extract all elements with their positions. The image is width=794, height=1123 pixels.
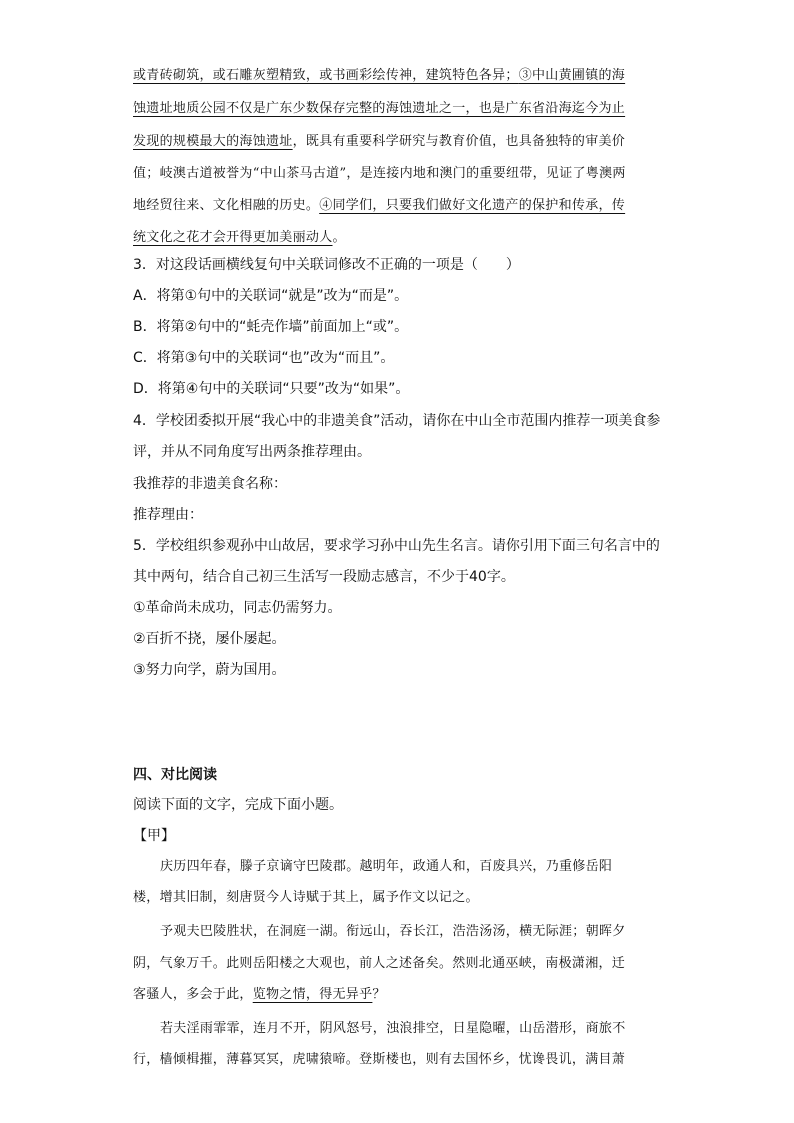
classical-p3-line-2: 行，樯倾楫摧，薄暮冥冥，虎啸猿啼。登斯楼也，则有去国怀乡，忧谗畏讥，满目萧 [133,1052,626,1067]
classical-p1-line-2: 楼，增其旧制，刻唐贤今人诗赋于其上，属予作文以记之。 [133,890,479,905]
food-name-label: 我推荐的非遗美食名称： [133,476,287,492]
q3-option-a: A．将第①句中的关联词“就是”改为“而是”。 [133,288,409,304]
label-jia: 【甲】 [133,828,175,844]
question-4-line-2: 评，并从不同角度写出两条推荐理由。 [133,444,371,460]
q3-option-d: D．将第④句中的关联词“只要”改为“如果”。 [133,381,410,397]
passage-line-3: 发现的规模最大的海蚀遗址，既具有重要科学研究与教育价值，也具备独特的审美价 [133,134,626,149]
question-3-stem: 3．对这段话画横线复句中关联词修改不正确的一项是（ ） [133,257,520,273]
passage-line-6: 统文化之花才会开得更加美丽动人。 [133,230,346,245]
classical-p1-line-1: 庆历四年春，滕子京谪守巴陵郡。越明年，政通人和，百废具兴，乃重修岳阳 [160,859,613,874]
quote-1: ①革命尚未成功，同志仍需努力。 [133,600,342,616]
passage-line-1: 或青砖砌筑，或石雕灰塑精致，或书画彩绘传神，建筑特色各异；③中山黄圃镇的海 [133,68,626,83]
quote-2: ②百折不挠，屡仆屡起。 [133,631,286,647]
classical-p2-line-1: 予观夫巴陵胜状，在洞庭一湖。衔远山，吞长江，浩浩汤汤，横无际涯；朝晖夕 [160,924,626,939]
classical-p2-line-2: 阴，气象万千。此则岳阳楼之大观也，前人之述备矣。然则北通巫峡，南极潇湘，迁 [133,956,626,971]
quote-3: ③努力向学，蔚为国用。 [133,662,286,678]
passage-line-5: 地经贸往来、文化相融的历史。④同学们，只要我们做好文化遗产的保护和传承，传 [133,198,626,213]
question-4-line-1: 4．学校团委拟开展“我心中的非遗美食”活动，请你在中山全市范围内推荐一项美食参 [133,413,661,429]
passage-line-2: 蚀遗址地质公园不仅是广东少数保存完整的海蚀遗址之一，也是广东省沿海迄今为止 [133,101,626,116]
q3-option-b: B．将第②句中的“蚝壳作墙”前面加上“或”。 [133,319,409,335]
question-5-line-2: 其中两句，结合自己初三生活写一段励志感言，不少于40字。 [133,569,515,585]
section-instruction: 阅读下面的文字，完成下面小题。 [133,797,343,813]
q3-option-c: C．将第③句中的关联词“也”改为“而且”。 [133,350,395,366]
question-5-line-1: 5．学校组织参观孙中山故居，要求学习孙中山先生名言。请你引用下面三句名言中的 [133,538,660,554]
classical-p3-line-1: 若夫淫雨霏霏，连月不开，阴风怒号，浊浪排空，日星隐曜，山岳潜形，商旅不 [160,1021,626,1036]
section-heading: 四、对比阅读 [133,767,217,783]
classical-p2-line-3: 客骚人，多会于此，览物之情，得无异乎？ [133,987,386,1002]
passage-line-4: 值；岐澳古道被誉为“中山茶马古道”，是连接内地和澳门的重要纽带，见证了粤澳两 [133,166,626,181]
reason-label: 推荐理由： [133,507,203,523]
